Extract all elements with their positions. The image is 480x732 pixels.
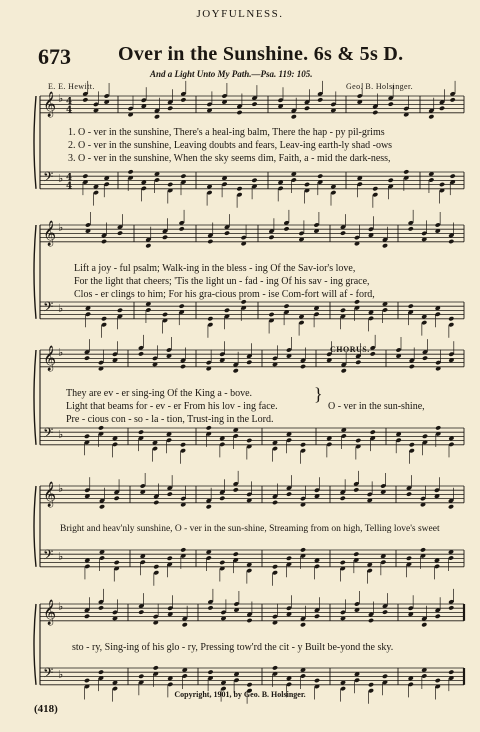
note-head: [268, 312, 274, 317]
key-signature-flat-icon: ♭: [58, 550, 64, 563]
note-head: [422, 355, 428, 360]
note-head: [340, 230, 346, 235]
note-head: [180, 442, 186, 447]
note-head: [206, 425, 212, 430]
note-head: [167, 556, 173, 561]
note-head: [153, 665, 159, 670]
note-head: [153, 564, 159, 569]
note-head: [388, 101, 394, 106]
note-head: [224, 308, 230, 313]
treble-clef-icon: 𝄞: [43, 346, 57, 371]
note-head: [435, 614, 441, 619]
note-head: [180, 364, 186, 369]
note-head: [84, 614, 90, 619]
note-head: [138, 674, 144, 679]
note-head: [251, 178, 257, 183]
note-head: [98, 605, 104, 610]
note-head: [286, 556, 292, 561]
note-head: [283, 303, 289, 308]
note-head: [353, 487, 359, 492]
note-head: [388, 178, 394, 183]
note-head: [291, 114, 297, 119]
note-head: [435, 425, 441, 430]
treble-clef-icon: 𝄞: [43, 92, 57, 117]
bass-clef-icon: 𝄢: [43, 169, 54, 188]
system-brace: [34, 225, 36, 319]
lyric-chorus-line2: Bright and heav'nly sunshine, O - ver in the sun-shine, Streaming from on high, Telling love's sweet: [60, 524, 440, 534]
note-head: [382, 243, 388, 248]
note-head: [368, 618, 374, 623]
note-head: [84, 355, 90, 360]
note-head: [428, 114, 434, 119]
note-head: [236, 186, 242, 191]
lyric-verse2-line3: Light that beams for - ev - er From his lov - ing face.: [66, 401, 278, 412]
note-head: [114, 496, 120, 501]
bass-clef-icon: 𝄢: [43, 299, 54, 318]
note-head: [206, 504, 212, 509]
hymn-title: Over in the Sunshine. 6s & 5s D.: [118, 43, 404, 65]
lyric-verse1-line1: 1. O - ver in the sunshine, There's a heal-ing balm, There the hap - py pil-grims: [68, 127, 385, 138]
verse-brace: }: [314, 384, 323, 404]
note-head: [272, 564, 278, 569]
note-head: [304, 182, 310, 187]
note-head: [180, 97, 186, 102]
note-head: [246, 438, 252, 443]
note-head: [233, 551, 239, 556]
note-head: [450, 173, 456, 178]
note-head: [408, 226, 414, 231]
note-head: [354, 299, 360, 304]
lyric-verse2-line2: For the light that cheers; 'Tis the light un - fad - ing Of his sav - ing grace,: [74, 276, 370, 287]
treble-clef-icon: 𝄞: [43, 600, 57, 625]
note-head: [370, 351, 376, 356]
lyric-verse3-line3: Pre - cious con - so - la - tion, Trust-ing in the Lord.: [66, 414, 274, 425]
note-head: [233, 368, 239, 373]
note-head: [82, 173, 88, 178]
lyric-chorus-line1: O - ver in the sun-shine,: [328, 401, 425, 412]
note-head: [101, 239, 107, 244]
note-head: [382, 609, 388, 614]
key-signature-flat-icon: ♭: [58, 302, 64, 315]
note-head: [439, 182, 445, 187]
note-head: [153, 500, 159, 505]
note-head: [179, 303, 185, 308]
note-head: [182, 622, 188, 627]
note-head: [162, 235, 168, 240]
note-head: [98, 425, 104, 430]
composer-credit: Geo. B. Holsinger.: [346, 82, 413, 91]
lyric-verse2-line1: 2. O - ver in the sunshine, Leaving doubts and fears, Leav-ing earth-ly shad -ows: [68, 140, 393, 151]
lyricist-credit: E. E. Hewitt.: [48, 82, 95, 91]
note-head: [117, 230, 123, 235]
note-head: [246, 618, 252, 623]
note-head: [272, 500, 278, 505]
note-head: [98, 669, 104, 674]
note-head: [435, 678, 441, 683]
hymn-number: 673: [38, 44, 71, 69]
note-head: [236, 110, 242, 115]
note-head: [224, 230, 230, 235]
note-head: [422, 434, 428, 439]
note-head: [304, 106, 310, 111]
note-head: [246, 682, 252, 687]
system-brace: [34, 486, 36, 567]
note-head: [84, 678, 90, 683]
section-heading: JOYFULNESS.: [196, 8, 284, 20]
note-head: [300, 622, 306, 627]
note-head: [368, 682, 374, 687]
lyric-verse1-line3: They are ev - er sing-ing Of the King a - bove.: [66, 388, 253, 399]
bass-clef-icon: 𝄢: [43, 425, 54, 444]
note-head: [268, 235, 274, 240]
note-head: [340, 496, 346, 501]
note-head: [272, 665, 278, 670]
key-signature-flat-icon: ♭: [58, 92, 64, 105]
note-head: [167, 182, 173, 187]
note-head: [403, 169, 409, 174]
note-head: [448, 316, 454, 321]
key-signature-flat-icon: ♭: [58, 600, 64, 613]
key-signature-flat-icon: ♭: [58, 221, 64, 234]
note-head: [251, 101, 257, 106]
note-head: [138, 351, 144, 356]
note-head: [114, 560, 120, 565]
note-head: [219, 496, 225, 501]
system-brace: [34, 350, 36, 445]
note-head: [162, 312, 168, 317]
note-head: [409, 364, 415, 369]
note-head: [286, 491, 292, 496]
note-head: [207, 605, 213, 610]
system-brace: [34, 604, 36, 685]
note-head: [207, 239, 213, 244]
note-head: [382, 674, 388, 679]
note-head: [207, 316, 213, 321]
time-signature-top: 4: [66, 173, 73, 183]
lyric-verse3-line2: Clos - er clings to him; For his gra-cious prom - ise Com-fort will af - ford,: [74, 289, 375, 300]
note-head: [421, 622, 427, 627]
note-head: [317, 173, 323, 178]
note-head: [145, 243, 151, 248]
note-head: [370, 429, 376, 434]
note-head: [300, 442, 306, 447]
note-head: [355, 360, 361, 365]
note-head: [233, 487, 239, 492]
note-head: [180, 173, 186, 178]
note-head: [406, 556, 412, 561]
note-head: [355, 438, 361, 443]
note-head: [246, 360, 252, 365]
treble-clef-icon: 𝄞: [43, 221, 57, 246]
time-signature-top: 4: [66, 97, 73, 107]
note-head: [406, 491, 412, 496]
key-signature-flat-icon: ♭: [58, 428, 64, 441]
key-signature-flat-icon: ♭: [58, 172, 64, 185]
treble-clef-icon: 𝄞: [43, 482, 57, 507]
note-head: [420, 547, 426, 552]
note-head: [314, 678, 320, 683]
note-head: [448, 605, 454, 610]
note-head: [408, 303, 414, 308]
note-head: [372, 110, 378, 115]
lyric-chorus-line3: sto - ry, Sing-ing of his glo - ry, Pressing tow'rd the cit - y Built be-yond the sky.: [72, 642, 394, 653]
bass-clef-icon: 𝄢: [43, 665, 54, 684]
lyric-verse3-line1: 3. O - ver in the sunshine, When the sky seems dim, Faith, a - mid the dark-ness,: [68, 153, 391, 164]
note-head: [167, 491, 173, 496]
note-head: [300, 364, 306, 369]
system-brace: [34, 96, 36, 189]
note-head: [167, 106, 173, 111]
note-head: [300, 547, 306, 552]
key-signature-flat-icon: ♭: [58, 668, 64, 681]
note-head: [180, 547, 186, 552]
bass-clef-icon: 𝄢: [43, 547, 54, 566]
note-head: [340, 308, 346, 313]
time-signature-bottom: 4: [66, 181, 73, 192]
note-head: [448, 239, 454, 244]
note-head: [448, 669, 454, 674]
note-head: [99, 504, 105, 509]
note-head: [448, 504, 454, 509]
note-head: [439, 106, 445, 111]
note-head: [117, 308, 123, 313]
page-number: (418): [34, 703, 58, 715]
note-head: [138, 429, 144, 434]
note-head: [450, 97, 456, 102]
note-head: [409, 442, 415, 447]
copyright-notice: Copyright, 1901, by Geo. B. Holsinger.: [174, 690, 306, 699]
note-head: [317, 97, 323, 102]
note-head: [241, 299, 247, 304]
lyric-verse1-line2: Lift a joy - ful psalm; Walk-ing in the bless - ing Of the Sav-ior's love,: [74, 263, 356, 274]
note-head: [341, 368, 347, 373]
scripture-subtitle: And a Light Unto My Path.—Psa. 119: 105.: [150, 69, 313, 79]
note-head: [101, 316, 107, 321]
key-signature-flat-icon: ♭: [58, 482, 64, 495]
note-head: [179, 226, 185, 231]
key-signature-flat-icon: ♭: [58, 346, 64, 359]
chorus-label: CHORUS.: [330, 345, 370, 354]
note-head: [219, 560, 225, 565]
note-head: [353, 551, 359, 556]
note-head: [128, 169, 134, 174]
note-head: [84, 434, 90, 439]
note-head: [82, 97, 88, 102]
note-head: [372, 186, 378, 191]
note-head: [154, 114, 160, 119]
note-head: [283, 226, 289, 231]
time-signature-bottom: 4: [66, 105, 73, 116]
note-head: [314, 614, 320, 619]
note-head: [207, 669, 213, 674]
note-head: [138, 609, 144, 614]
note-head: [340, 560, 346, 565]
